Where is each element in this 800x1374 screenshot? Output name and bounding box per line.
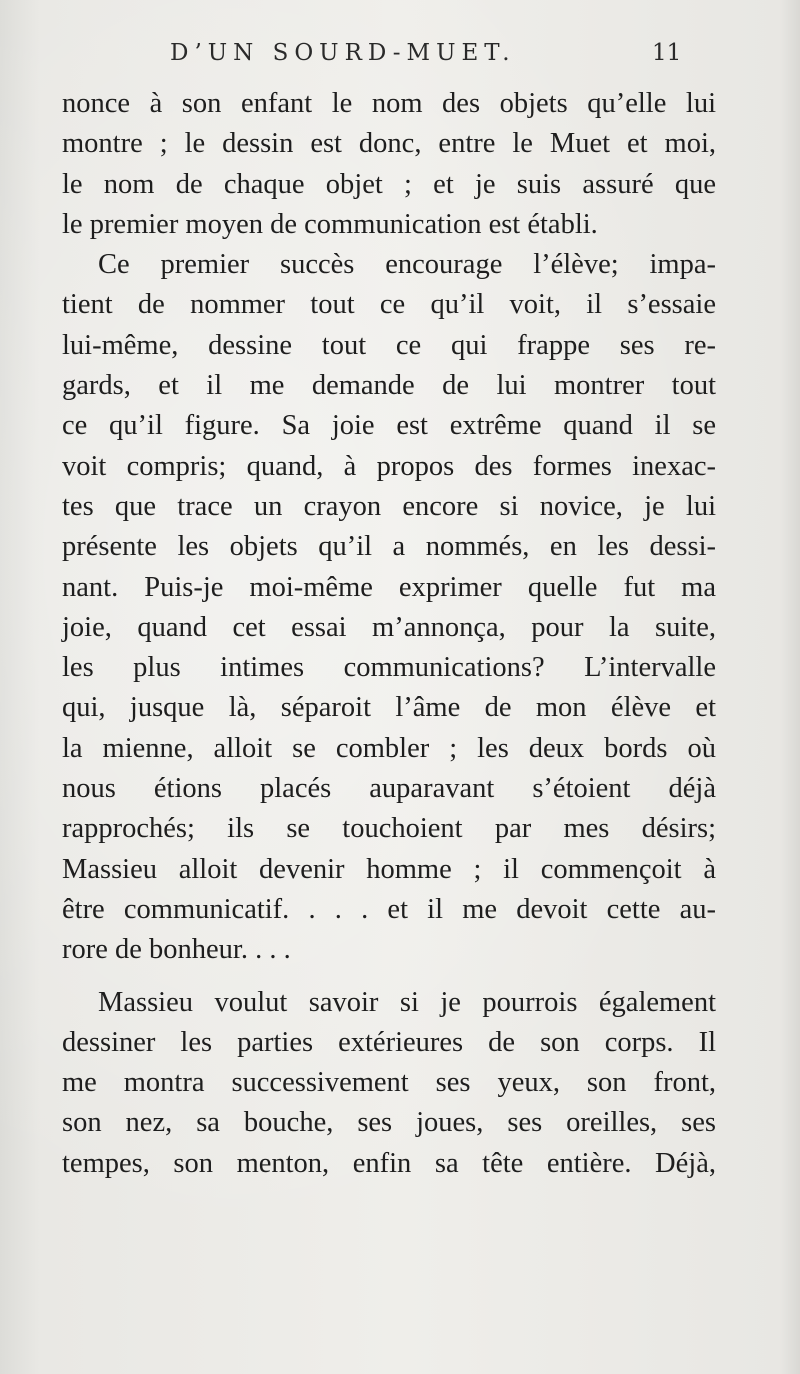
text-line: tempes, son menton, enfin sa tête entière. Déjà, bbox=[62, 1147, 716, 1179]
text-line: rapprochés; ils se touchoient par mes désirs; bbox=[62, 813, 716, 845]
running-title: D’UN SOURD-MUET. bbox=[170, 40, 516, 66]
text-line: être communicatif. . . . et il me devoit cette au- bbox=[62, 893, 716, 925]
text-line: voit compris; quand, à propos des formes inexac- bbox=[62, 450, 716, 482]
page-number: 11 bbox=[652, 40, 682, 66]
text-line: Massieu voulut savoir si je pourrois également bbox=[98, 986, 716, 1018]
text-line: nonce à son enfant le nom des objets qu’elle lui bbox=[62, 88, 716, 119]
text-line: la mienne, alloit se combler ; les deux bords où bbox=[62, 732, 716, 764]
text-line: joie, quand cet essai m’annonça, pour la suite, bbox=[62, 611, 716, 643]
text-line: tient de nommer tout ce qu’il voit, il s’essaie bbox=[62, 289, 716, 321]
text-line: lui-même, dessine tout ce qui frappe ses re- bbox=[62, 329, 716, 361]
text-line: Ce premier succès encourage l’élève; impa- bbox=[98, 249, 716, 281]
text-line: gards, et il me demande de lui montrer tout bbox=[62, 370, 716, 402]
text-line: le premier moyen de communication est établi. bbox=[62, 208, 598, 240]
text-line: qui, jusque là, séparoit l’âme de mon élève et bbox=[62, 692, 716, 724]
text-line: nous étions placés auparavant s’étoient déjà bbox=[62, 773, 716, 805]
body-text bbox=[62, 84, 716, 1184]
text-line: nant. Puis-je moi-même exprimer quelle fut ma bbox=[62, 571, 716, 603]
text-line: présente les objets qu’il a nommés, en les dessi- bbox=[62, 531, 716, 563]
text-line: me montra successivement ses yeux, son front, bbox=[62, 1067, 716, 1099]
text-line: ce qu’il figure. Sa joie est extrême quand il se bbox=[62, 410, 716, 442]
text-line: Massieu alloit devenir homme ; il commençoit à bbox=[62, 853, 716, 885]
text-line: rore de bonheur. . . . bbox=[62, 934, 291, 966]
text-line: dessiner les parties extérieures de son corps. Il bbox=[62, 1026, 716, 1058]
text-line: le nom de chaque objet ; et je suis assuré que bbox=[62, 168, 716, 200]
text-line: les plus intimes communications? L’intervalle bbox=[62, 652, 716, 684]
text-line: son nez, sa bouche, ses joues, ses oreilles, ses bbox=[62, 1107, 716, 1139]
text-line: montre ; le dessin est donc, entre le Muet et moi, bbox=[62, 128, 716, 160]
text-line: tes que trace un crayon encore si novice, je lui bbox=[62, 490, 716, 522]
paragraph-gap bbox=[62, 971, 716, 983]
